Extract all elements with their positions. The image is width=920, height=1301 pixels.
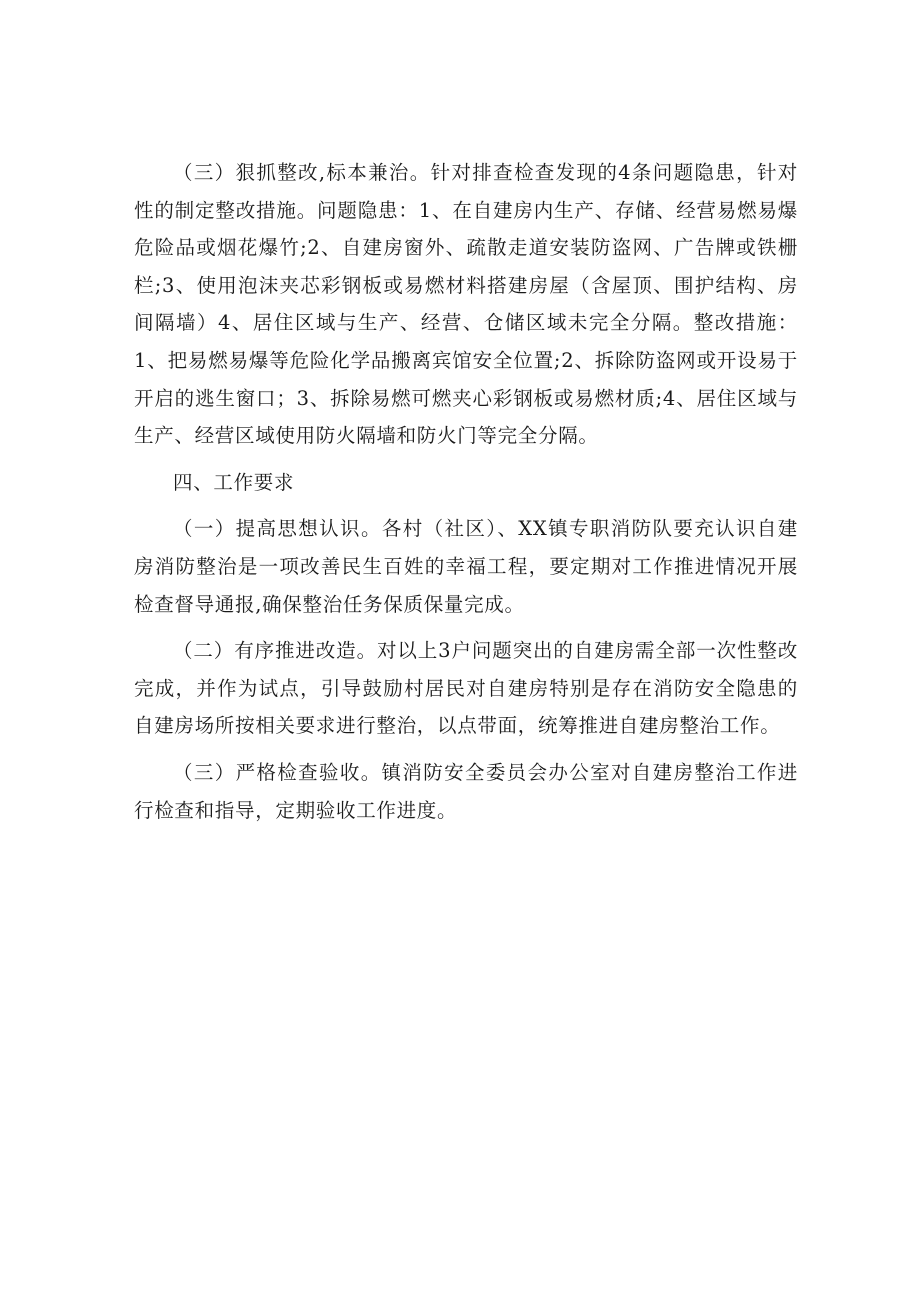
paragraph-raise-awareness: （一）提高思想认识。各村（社区）、XX镇专职消防队要充认识自建房消防整治是一项改善民生百姓的幸福工程，要定期对工作推进情况开展检查督导通报,确保整治任务保质保量完成。 <box>134 517 798 616</box>
document-body <box>134 154 798 829</box>
paragraph-rectification-measures: （三）狠抓整改,标本兼治。针对排查检查发现的4条问题隐患，针对性的制定整改措施。问题隐患：1、在自建房内生产、存储、经营易燃易爆危险品或烟花爆竹;2、自建房窗外、疏散走道安装防盗网、广告牌或铁栅栏;3、使用泡沫夹芯彩钢板或易燃材料搭建房屋（含屋顶、围护结构、房间隔墙）4、居住区域与生产、经营、仓储区域未完全分隔。整改措施：1、把易燃易爆等危险化学品搬离宾馆安全位置;2、拆除防盗网或开设易于开启的逃生窗口；3、拆除易燃可燃夹心彩钢板或易燃材质;4、居住区域与生产、经营区域使用防火隔墙和防火门等完全分隔。 <box>134 161 798 448</box>
section-heading-work-requirements: 四、工作要求 <box>173 470 295 494</box>
paragraph-strict-inspection: （三）严格检查验收。镇消防安全委员会办公室对自建房整治工作进行检查和指导，定期验收工作进度。 <box>134 760 798 822</box>
paragraph-orderly-renovation: （二）有序推进改造。对以上3户问题突出的自建房需全部一次性整改完成，并作为试点，引导鼓励村居民对自建房特别是存在消防安全隐患的自建房场所按相关要求进行整治，以点带面，统筹推进自建房整治工作。 <box>134 639 798 738</box>
